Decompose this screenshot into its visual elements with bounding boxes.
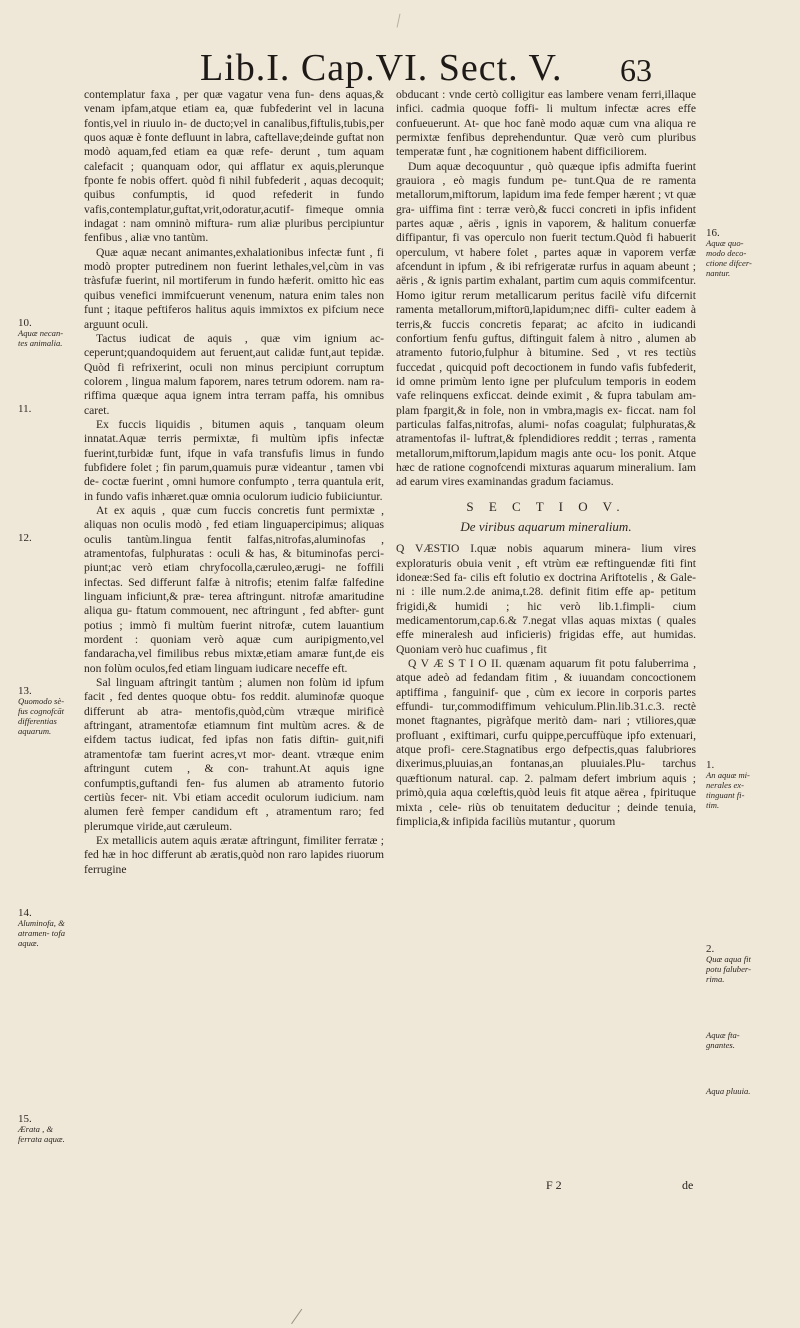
- margin-note: Aquæ fta- gnantes.: [706, 1030, 740, 1050]
- paragraph: contemplatur faxa , per quæ vagatur vena fun- dens aquas,& venam ipfam,atque etiam ea, quæ fubfederint vel in lacuna fontis,vel in riuulo in- de ducto;vel in canalibus,fiftulis,tubis,per quos aquæ è fonte defluunt in labra, caftellave;deinde guftat non modò aquam,fed etiam ea quæ refe- derunt , tum aquam calefacit ; quanquam odor, qui afflatur ex aquis,plerunque fponte fe nobis offert. quòd fi nihil fubfederit , aquas decoquit; quibus confumptis, id quod refederit in fundo vafis,contemplatur,guftat,vrit,odoratur,acutif- fimeque omnia indagat : nam omninò miftura- rum aliæ pluribus percipiuntur fenfibus , aliæ vno tantùm.: [84, 88, 384, 245]
- paragraph: At ex aquis , quæ cum fuccis concretis funt permixtæ , aliquas non oculis modò , fed etiam linguapercipimus; aliquas oculis tantùm.lingua fentit falfas,nitrofas,aluminofas , atramentofas, fulphuratas : oculi & has, & bituminofas perci- piunt;ac verò etiam chryfocolla,cæruleo,ærugi- ne foffili infectas. Sed differunt falfæ à nitrofis; etenim falfæ falfedine linguam inficiunt,& præ- terea aftringunt. nitrofæ amaritudine aliqua gu- ftatum commouent, nec aftringunt , fed abfter- gunt potius ; immò fi multùm fuerint nitrofæ, cutem lauantium mordent : quoniam verò aquæ cum auripigmento,vel fandaracha,vel fimilibus rebus mixtæ,etiam amaræ funt,de eis non folùm oculos,fed etiam linguam iudicare neceffe eft.: [84, 503, 384, 675]
- margin-note: 10. Aquæ necan- tes animalia.: [18, 317, 64, 348]
- margin-note: 11.: [18, 403, 32, 415]
- paragraph: Quæ aquæ necant animantes,exhalationibus infectæ funt , fi modò propter putredinem non fuerint lethales,vel,cùm in vas tràsfufæ fuerint, nil mortiferum in fundo hæferit. omitto hìc eas quibus venefici immifcuerunt venenum, natura enim tales non funt ; itaque peftiferos halitus aquis immixtos ex pifcium nece arguunt oculi.: [84, 245, 384, 331]
- paragraph: Q VÆSTIO I.quæ nobis aquarum minera- lium vires exploraturis obuia venit , eft vtrùm eæ reftinguendæ fiti fint idoneæ:Sed fa- cilis eft folutio ex doctrina Ariftotelis , & Gale- ni : ille num.2.de anima,t.28. definit fitim effe ap- petitum frigidi,& humidi ; hic verò lib.1.fimpli- cium medicamentorum,cap.6.& 7.negat vllas aquas mixtas ( quales effe mineralesh aud inficieris) frigidas effe, aut humidas. Quoniam verò huc cuafimus , fit: [396, 542, 696, 656]
- left-column: [84, 88, 384, 877]
- signature-mark: F 2: [546, 1178, 562, 1192]
- paragraph: Q V Æ S T I O II. quænam aquarum fit potu faluberrima , atque adeò ad fedandam fitim , & iuuandam concoctionem aptiffima , fanguinif- que , cùm ex iecore in corporis partes effundi- tur,commodiffimum vehiculum.Plin.lib.31.c.3. rectè monet ftagnantes, pigràfque meritò dam- nari ; vtiliores,quæ profluant , exiftimari, curfu quippe,percuffùque ipfo extenuari, atque profi- cere.Stagnatibus ergo defpectis,quas falubriores dixerimus,pluuias,an fontanas,an pluuiales.Plu- tarchus quæftionum natural. cap. 2. palmam defert imbrium aquis ; primò,quia aqua cœleftis,quòd leuis fit atque aërea , fpirituque mixta , cele- riùs ob tenuitatem deducitur ; deinde tenuia, fimplicia,& infipida faciliùs mutantur , quorum: [396, 657, 696, 828]
- margin-note: 15. Ærata , & ferrata aquæ.: [18, 1113, 65, 1144]
- paragraph: Sal linguam aftringit tantùm ; alumen non folùm id ipfum facit , fed dentes quoque obtu- fos reddit. aluminofæ quoque differunt ab atra- mentofis,quòd,cùm vtræque mirificè aftringant, atramentofæ etiamnum fint multùm acres. & de eifdem tactus iudicat, fed ipfas non fatis diftin- guit,nifi atramentofæ tam fuerint acres,vt mor- deant. vtræque enim aftringunt cutem , & con- trahunt.At aquis igne confumptis,guftandi fen- fus alumen ab atramento futorio certiùs fecer- nit. Vbi etiam accedit oculorum iudicium. nam alumen ferè femper candidum eft , atramentum raro; fed plerumque viride,aut cæruleum.: [84, 676, 384, 833]
- paragraph: Dum aquæ decoquuntur , quò quæque ipfis admifta fuerint grauiora , eò magis fundum pe- tunt.Qua de re ramenta metallorum,miftorum, lapidum ima fede femper hærent ; vt quæ gra- uiffima fint : terræ verò,& fucci concreti in ipfis infident partes aquæ , aëris , ignis in vaporem, & halitum conuerfæ diffipantur, fi vas operculo non fuerit tectum.Quòd fi habuerit operculum, vt habere folet , partes aquæ in vaporem verfæ afcendunt in ipfum , & ibi refrigeratæ rurfus in aquam abeunt ; aëris , & ignis partim exhalant, partim cum aquis commifcentur. Homo igitur rerum metallicarum peritus facilè vifu difcernit ramenta metallorum,miftorū,lapidum;nec diffi- culter eadem à terris,& fuccis concretis feparat; ac afcito in iudicandi confortium fenfu guftus, diftinguit falem à nitro , alumen ab atramento futorio,fulphur à bitumine. Sed , vt res tectiùs fuccedat , quicquid poft decoctionem in fundo vafis fubfederit, id omne primùm lento igne per plufculum temporis in eodem vafe relinquens exficcat. deinde eximit , & fupra tabulam am- plam fpargit,& in fole, non in vmbra,magis ex- ficcat. nam fol particulas falfas,nitrofas, alumi- nofas coagulat; fulphuratas,& atramentofas il- luftrat,& fplendidiores reddit ; terras , ramenta metallorum,miftorum,lapidum magis ante ocu- los ponit. Atque hæc de ratione cognofcendi mixturas aquarum mineralium. Iam ad earum vires examinandas gradum faciamus.: [396, 159, 696, 489]
- margin-note: 12.: [18, 532, 32, 544]
- page-number: 63: [620, 52, 652, 88]
- margin-note: 1. An aquæ mi- nerales ex- tinguant fi- tim.: [706, 759, 750, 810]
- running-title: Lib.I. Cap.VI. Sect. V.: [200, 47, 563, 89]
- section-heading: S E C T I O V.: [466, 498, 626, 514]
- margin-note: 14. Aluminofa, & atramen- tofa aquæ.: [18, 907, 66, 948]
- running-header: [0, 46, 800, 92]
- paragraph: obducant : vnde certò colligitur eas lambere venam ferri,illaque infici. cadmia quoque foffi- li multum infectæ acres effe confueuerunt. At- que hoc fanè modo aquæ cum vna aliqua re permixtæ fenfibus deprehenduntur. Quæ verò cum pluribus temperatæ funt , hæ cognitionem habent difficiliorem.: [396, 88, 696, 159]
- margin-note: 2. Quæ aqua fit potu faluber- rima.: [706, 943, 751, 984]
- section-subtitle: De viribus aquarum mineralium.: [460, 518, 632, 534]
- paragraph: Tactus iudicat de aquis , quæ vim ignium ac- ceperunt;quandoquidem aut feruent,aut calidæ funt,aut tepidæ. Quòd fi refrixerint, oculi non minus percipiunt corruptum colorem , lingua malum faporem, nares tetrum odorem. nam ra- riffima quæque aqua ignem intra terram paffa, his omnibus caret.: [84, 331, 384, 417]
- paragraph: Ex metallicis autem aquis æratæ aftringunt, fimiliter ferratæ ; fed hæ in hoc differunt ab æratis,quòd non raro lapides riuorum ferrugine: [84, 833, 384, 876]
- paragraph: Ex fuccis liquidis , bitumen aquis , tanquam oleum innatat.Aquæ terris permixtæ, fi multùm ipfis infectæ fuerint,turbidæ funt, ifque in vafa transfufis limus in fundo fubfidere folet ; fin parum,quamuis puræ videantur , tamen vbi de- coctæ fuerint , omni humore confumpto , terra quantula erit, in fundo vafis inhæret.quæ omnia oculorum iudicio fubiiciuntur.: [84, 417, 384, 503]
- margin-note: 16. Aquæ quo- modo deco- ctione difcer- nantur.: [706, 227, 752, 278]
- top-scratch-mark: [397, 14, 405, 29]
- catchword: de: [682, 1178, 694, 1192]
- margin-note: 13. Quomodo sè- fus cognofcāt differentias aquarum.: [18, 685, 65, 736]
- margin-note: Aqua pluuia.: [706, 1086, 751, 1096]
- bottom-pencil-mark: [291, 1309, 304, 1325]
- right-column: [396, 88, 696, 829]
